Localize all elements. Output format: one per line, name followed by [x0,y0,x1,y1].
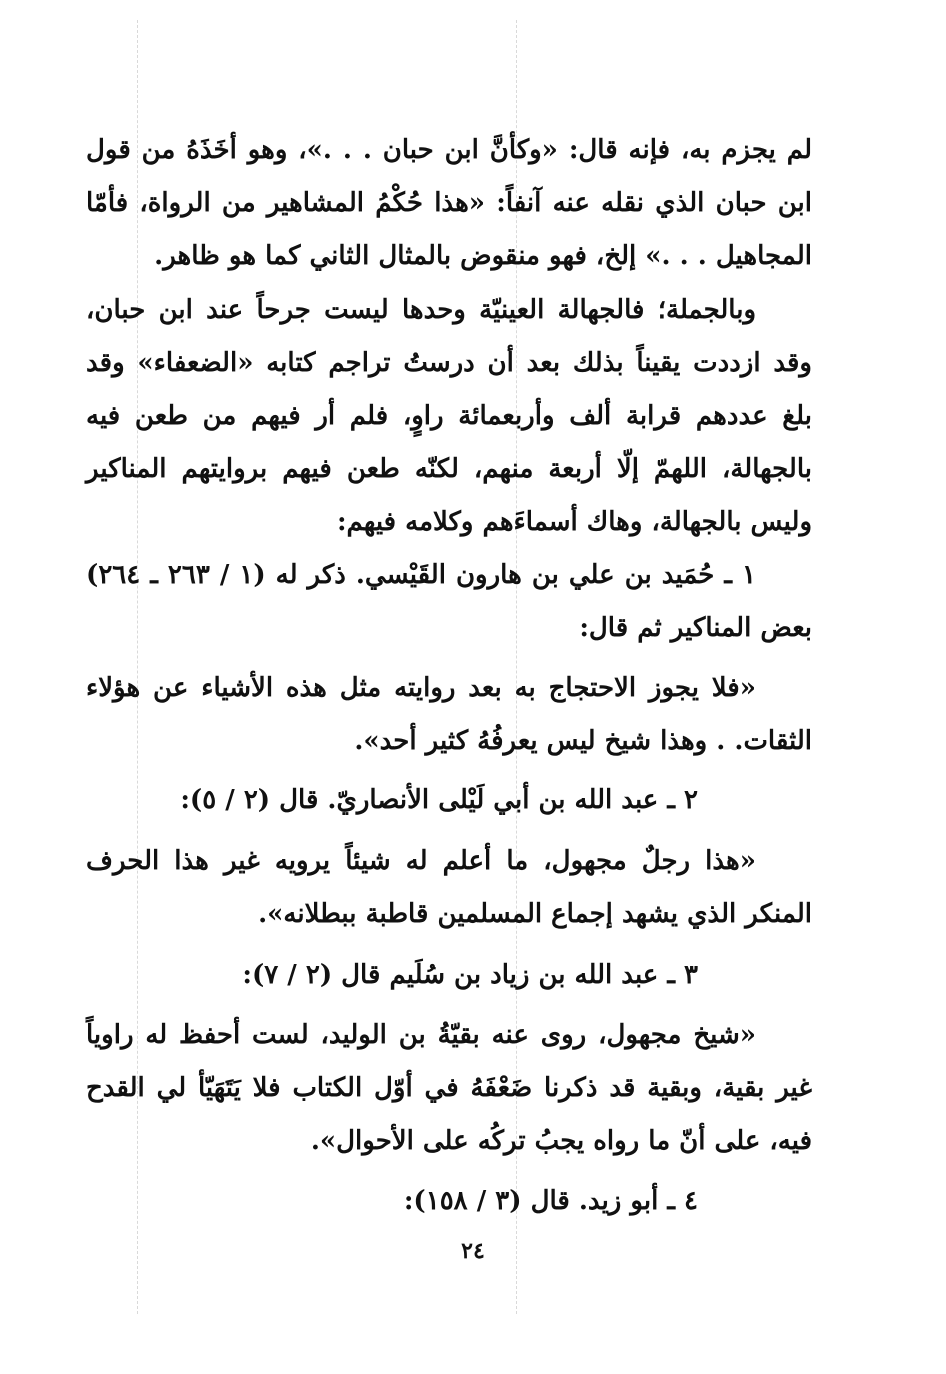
page-number: ٢٤ [461,1238,485,1264]
paragraph-summary: وبالجملة؛ فالجهالة العينيّة وحدها ليست جرحاً عند ابن حبان، وقد ازددت يقيناً بذلك بعد أن درستُ تراجم كتابه «الضعفاء» وقد بلغ عددهم قرابة ألف وأربعمائة راوٍ، فلم أر فيهم من طعن فيه بالجهالة، اللهمّ إلّا أربعة منهم، لكنّه طعن فيهم بروايتهم المناكير وليس بالجهالة، وهاك أسماءَهم وكلامه فيهم: [86,295,812,537]
item-2-quote: «هذا رجلٌ مجهول، ما أعلم له شيئاً يرويه غير هذا الحرف المنكر الذي يشهد إجماع المسلمين قاطبة ببطلانه». [86,846,812,929]
item-1-quote: «فلا يجوز الاحتجاج به بعد روايته مثل هذه الأشياء عن هؤلاء الثقات. . وهذا شيخ ليس يعرفُهُ كثير أحد». [86,673,812,756]
item-1-heading: ١ ـ حُمَيد بن علي بن هارون القَيْسي. ذكر له (١ / ٢٦٣ ـ ٢٦٤) بعض المناكير ثم قال: [86,560,812,643]
paragraph-continuation: لم يجزم به، فإنه قال: «وكأنَّ ابن حبان . . .»، وهو أخَذَهُ من قول ابن حبان الذي نقله عنه آنفاً: «هذا حُكْمُ المشاهير من الرواة، فأمّا المجاهيل . . .» إلخ، فهو منقوض بالمثال الثاني كما هو ظاهر. [86,135,812,271]
item-4-heading: ٤ ـ أبو زيد. قال (٣ / ١٥٨): [403,1186,698,1216]
item-2-heading: ٢ ـ عبد الله بن أبي لَيْلى الأنصاريّ. قال (٢ / ٥): [180,785,698,815]
item-3-heading: ٣ ـ عبد الله بن زياد بن سُلَيم قال (٢ / ٧): [242,960,698,990]
item-3-quote: «شيخ مجهول، روى عنه بقيّةُ بن الوليد، لست أحفظ له راوياً غير بقية، وبقية قد ذكرنا ضَعْفَهُ في أوّل الكتاب فلا يَتَهَيّأ لي القدح فيه، على أنّ ما رواه يجبُ تركُه على الأحوال». [86,1020,812,1156]
